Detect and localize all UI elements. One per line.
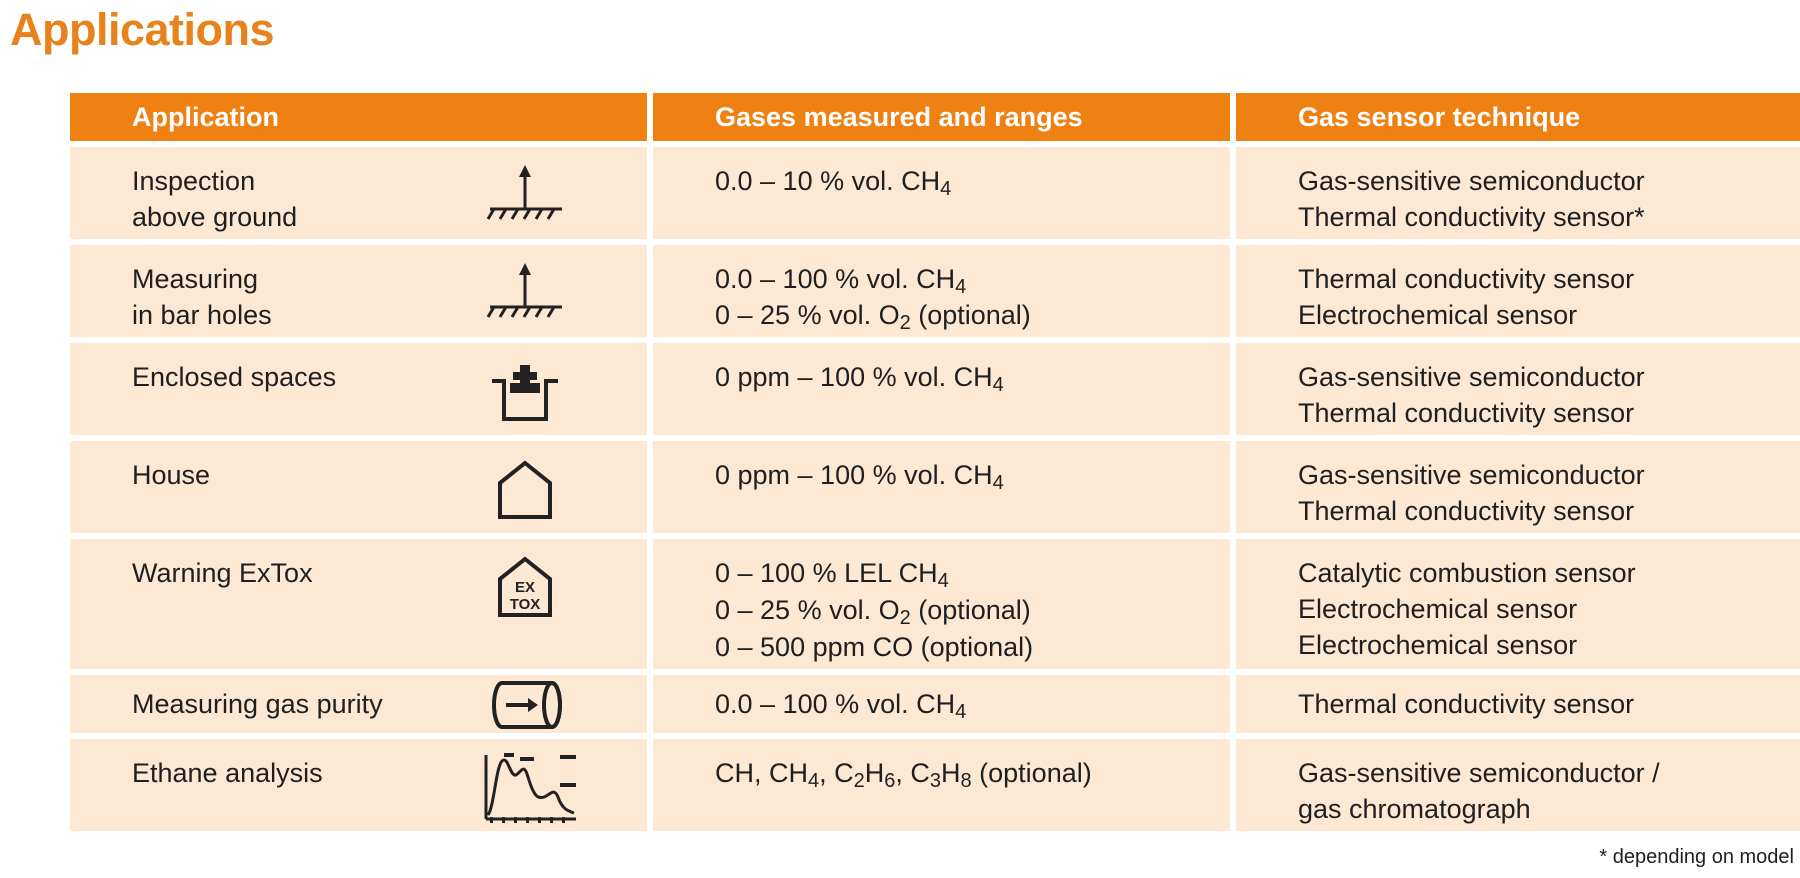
- gases-cell: [653, 147, 1230, 239]
- header-technique: Gas sensor technique: [1236, 93, 1800, 141]
- application-label: in bar holes: [132, 300, 272, 330]
- technique-label: Thermal conductivity sensor: [1298, 496, 1635, 526]
- extox-icon-text: EX: [514, 579, 536, 596]
- table-row: [70, 675, 1800, 733]
- table-row: [70, 245, 1800, 337]
- technique-label: Electrochemical sensor: [1298, 594, 1578, 624]
- extox-house-icon: [480, 553, 570, 623]
- technique-cell: [1236, 343, 1800, 435]
- gas-range: 0.0 – 100 % vol. $CH_4$: [715, 689, 967, 723]
- gas-range: 0 – 25 % vol. $O_2$ (optional): [715, 300, 1031, 334]
- gases-cell: [653, 441, 1230, 533]
- table-row: [70, 147, 1800, 239]
- application-cell: [70, 675, 647, 733]
- application-label: Warning ExTox: [132, 558, 313, 588]
- technique-label: Thermal conductivity sensor: [1298, 264, 1635, 294]
- technique-label: Thermal conductivity sensor*: [1298, 202, 1645, 232]
- extox-icon-text: TOX: [509, 596, 541, 613]
- technique-label: Thermal conductivity sensor: [1298, 689, 1635, 719]
- technique-cell: [1236, 739, 1800, 831]
- application-label: above ground: [132, 202, 298, 232]
- gas-range: 0.0 – 10 % vol. $CH_4$: [715, 166, 952, 200]
- technique-label: Gas-sensitive semiconductor: [1298, 460, 1645, 490]
- application-label: Measuring gas purity: [132, 689, 383, 719]
- application-label: House: [132, 460, 211, 490]
- application-label: Ethane analysis: [132, 758, 323, 788]
- application-cell: [70, 539, 647, 669]
- technique-label: Catalytic combustion sensor: [1298, 558, 1636, 588]
- technique-cell: [1236, 441, 1800, 533]
- gas-range: CH, $CH_4$, $C_2H_6$, $C_3H_8$ (optional): [715, 758, 1092, 792]
- table-row: [70, 343, 1800, 435]
- chromatogram-icon: [480, 747, 570, 827]
- gas-range: 0 ppm – 100 % vol. $CH_4$: [715, 362, 1004, 396]
- footnote: * depending on model: [1599, 846, 1794, 868]
- technique-label: Electrochemical sensor: [1298, 300, 1578, 330]
- application-label: Enclosed spaces: [132, 362, 337, 392]
- application-cell: [70, 343, 647, 435]
- house-icon: [480, 455, 570, 525]
- technique-label: Electrochemical sensor: [1298, 630, 1578, 660]
- gas-range: 0 ppm – 100 % vol. $CH_4$: [715, 460, 1004, 494]
- gases-cell: [653, 343, 1230, 435]
- gas-range: 0 – 25 % vol. $O_2$ (optional): [715, 595, 1031, 629]
- table-header-row: [70, 93, 1800, 141]
- application-cell: [70, 739, 647, 831]
- technique-cell: [1236, 675, 1800, 733]
- table-row: [70, 441, 1800, 533]
- gas-range: 0 – 500 ppm CO (optional): [715, 632, 1034, 662]
- page-title: Applications: [10, 4, 275, 55]
- gases-cell: [653, 245, 1230, 337]
- technique-cell: [1236, 245, 1800, 337]
- technique-label: Gas-sensitive semiconductor: [1298, 166, 1645, 196]
- application-cell: [70, 245, 647, 337]
- application-label: Inspection: [132, 166, 256, 196]
- table-row: [70, 739, 1800, 831]
- above-ground-arrow-icon: [480, 161, 570, 231]
- gas-range: 0 – 100 % LEL $CH_4$: [715, 558, 949, 592]
- technique-cell: [1236, 147, 1800, 239]
- bar-hole-arrow-icon: [480, 259, 570, 329]
- gases-cell: [653, 739, 1230, 831]
- technique-label: Gas-sensitive semiconductor /: [1298, 758, 1660, 788]
- technique-label: Gas-sensitive semiconductor: [1298, 362, 1645, 392]
- gases-cell: [653, 675, 1230, 733]
- header-gases: Gases measured and ranges: [653, 93, 1230, 141]
- technique-label: gas chromatograph: [1298, 794, 1531, 824]
- gas-range: 0.0 – 100 % vol. $CH_4$: [715, 264, 967, 298]
- gases-cell: [653, 539, 1230, 669]
- pipe-flow-icon: [480, 677, 570, 733]
- table-row: [70, 539, 1800, 669]
- application-cell: [70, 441, 647, 533]
- application-label: Measuring: [132, 264, 259, 294]
- application-cell: [70, 147, 647, 239]
- technique-cell: [1236, 539, 1800, 669]
- applications-table: [64, 87, 1800, 837]
- technique-label: Thermal conductivity sensor: [1298, 398, 1635, 428]
- enclosed-space-icon: [480, 357, 570, 427]
- header-application: Application: [70, 93, 647, 141]
